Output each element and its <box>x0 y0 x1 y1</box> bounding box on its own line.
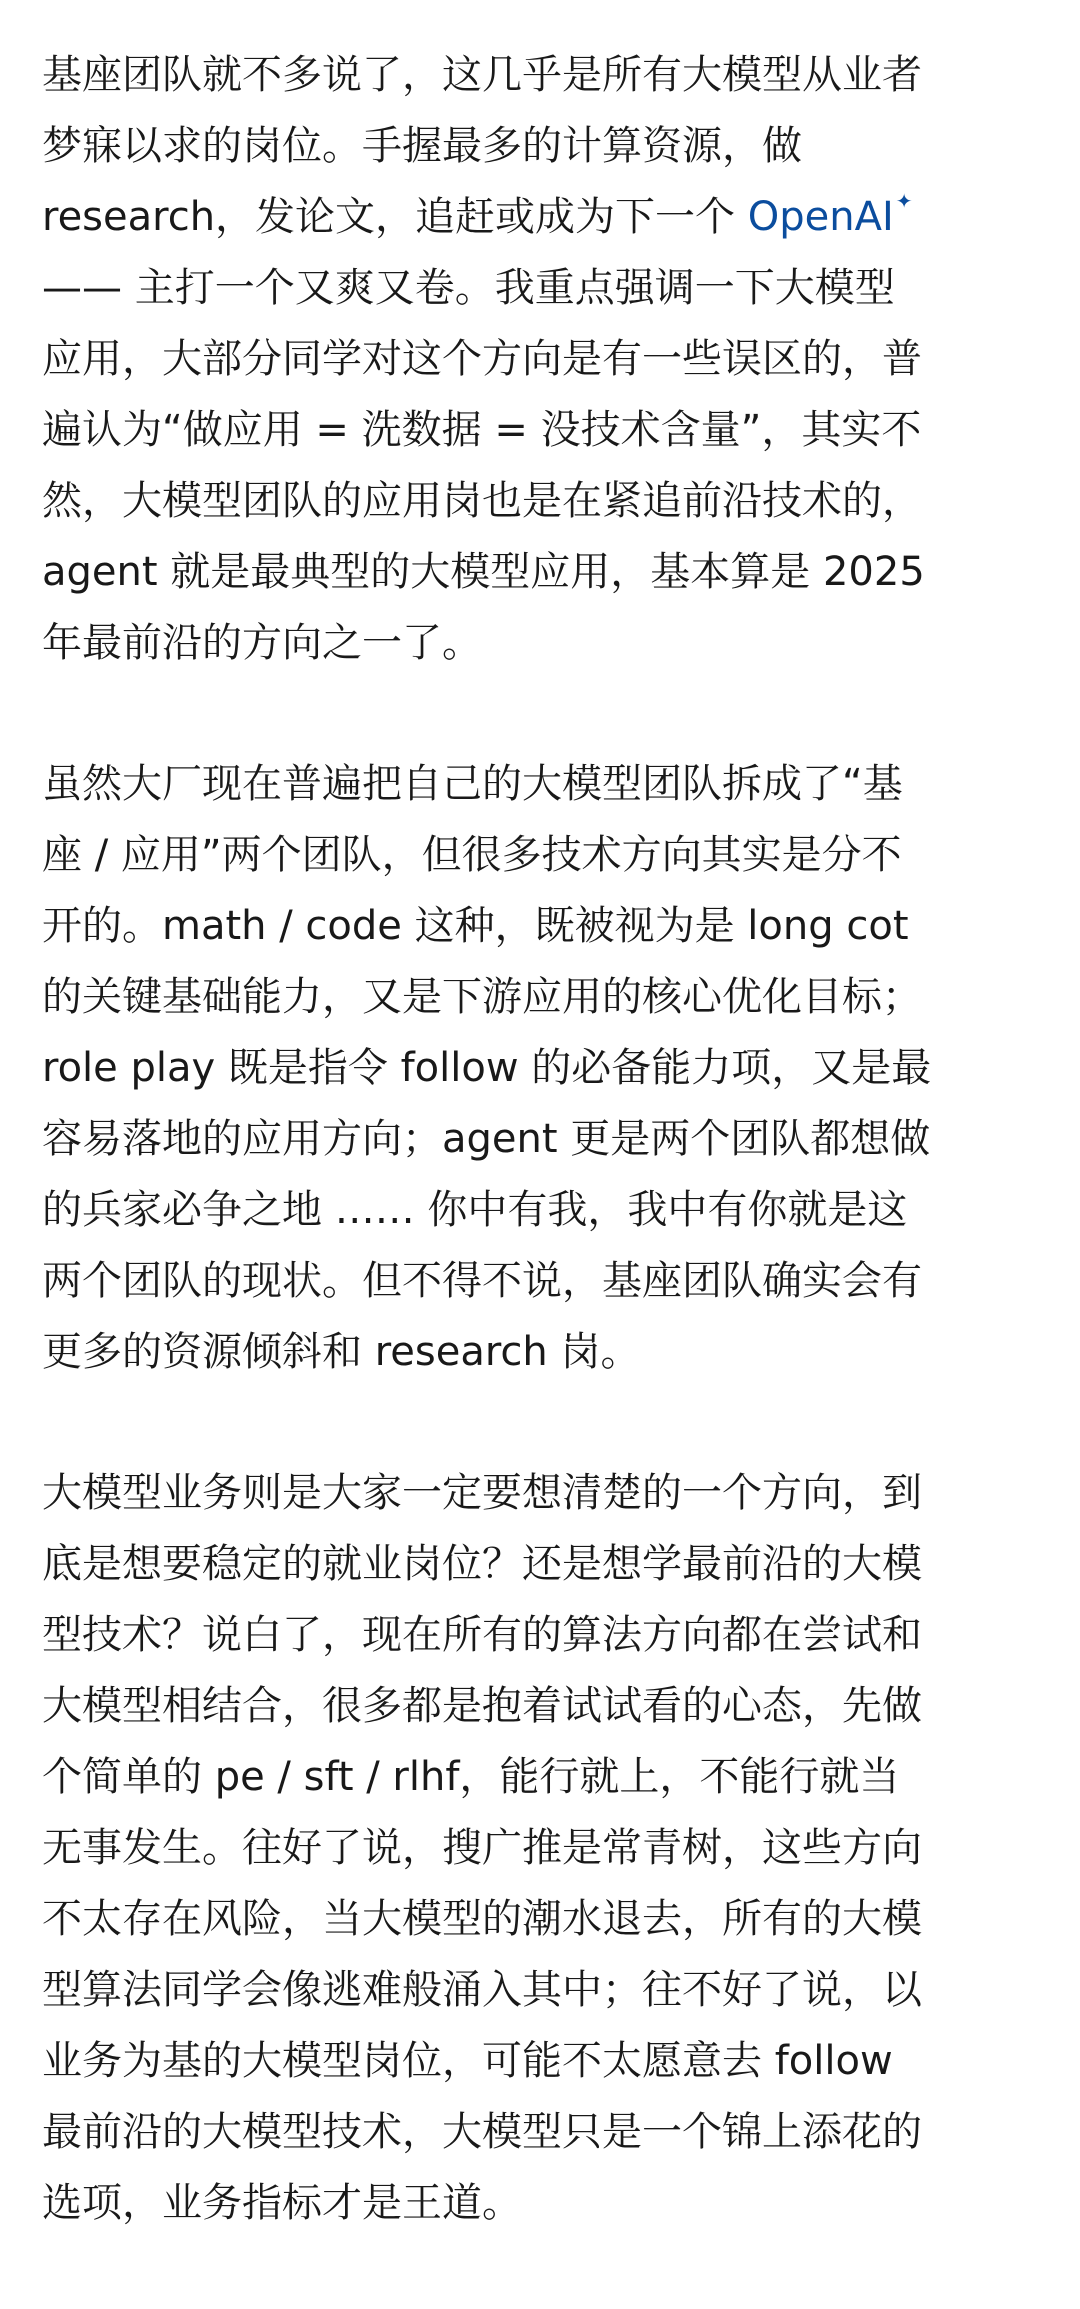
text-line: 开的。math / code 这种，既被视为是 long cot <box>42 903 909 949</box>
text-line: 遍认为“做应用 = 洗数据 = 没技术含量”，其实不 <box>42 407 922 453</box>
text-line: 无事发生。往好了说，搜广推是常青树，这些方向 <box>42 1825 922 1871</box>
text-line: 型技术？说白了，现在所有的算法方向都在尝试和 <box>42 1612 922 1658</box>
text-line: 型算法同学会像逃难般涌入其中；往不好了说，以 <box>42 1967 922 2013</box>
text-line: 业务为基的大模型岗位，可能不太愿意去 follow <box>42 2038 893 2084</box>
text-line: role play 既是指令 follow 的必备能力项，又是最 <box>42 1045 932 1091</box>
text-line: 选项，业务指标才是王道。 <box>42 2180 522 2226</box>
text-line: 更多的资源倾斜和 research 岗。 <box>42 1329 641 1375</box>
text-line: 大模型相结合，很多都是抱着试试看的心态，先做 <box>42 1683 922 1729</box>
paragraph-3 <box>42 1458 1040 2239</box>
text-line: 不太存在风险，当大模型的潮水退去，所有的大模 <box>42 1896 922 1942</box>
text-line: —— 主打一个又爽又卷。我重点强调一下大模型 <box>42 265 895 311</box>
text-line: 应用，大部分同学对这个方向是有一些误区的，普 <box>42 336 922 382</box>
text-line: 底是想要稳定的就业岗位？还是想学最前沿的大模 <box>42 1541 922 1587</box>
openai-link-label[interactable]: OpenAI <box>747 194 894 240</box>
text-segment: research，发论文，追赶或成为下一个 <box>42 194 748 240</box>
text-line: 年最前沿的方向之一了。 <box>42 620 482 666</box>
text-line: 个简单的 pe / sft / rlhf，能行就上，不能行就当 <box>42 1754 900 1800</box>
paragraph-2 <box>42 749 1040 1388</box>
text-line: 两个团队的现状。但不得不说，基座团队确实会有 <box>42 1258 922 1304</box>
text-line: 的关键基础能力，又是下游应用的核心优化目标； <box>42 974 922 1020</box>
text-line-with-link <box>42 182 1040 253</box>
text-line: 大模型业务则是大家一定要想清楚的一个方向，到 <box>42 1470 922 1516</box>
text-line: 的兵家必争之地 …… 你中有我，我中有你就是这 <box>42 1187 908 1233</box>
text-line: 梦寐以求的岗位。手握最多的计算资源，做 <box>42 123 802 169</box>
text-line: 虽然大厂现在普遍把自己的大模型团队拆成了“基 <box>42 761 903 807</box>
openai-link[interactable] <box>747 189 913 240</box>
sparkle-icon: ✦ <box>895 189 913 213</box>
paragraph-1 <box>42 40 1040 679</box>
article-body <box>42 40 1040 2309</box>
text-line: agent 就是最典型的大模型应用，基本算是 2025 <box>42 549 925 595</box>
text-line: 容易落地的应用方向；agent 更是两个团队都想做 <box>42 1116 931 1162</box>
text-line: 座 / 应用”两个团队，但很多技术方向其实是分不 <box>42 832 902 878</box>
text-line: 最前沿的大模型技术，大模型只是一个锦上添花的 <box>42 2109 922 2155</box>
text-line: 然，大模型团队的应用岗也是在紧追前沿技术的， <box>42 478 922 524</box>
text-line: 基座团队就不多说了，这几乎是所有大模型从业者 <box>42 52 922 98</box>
